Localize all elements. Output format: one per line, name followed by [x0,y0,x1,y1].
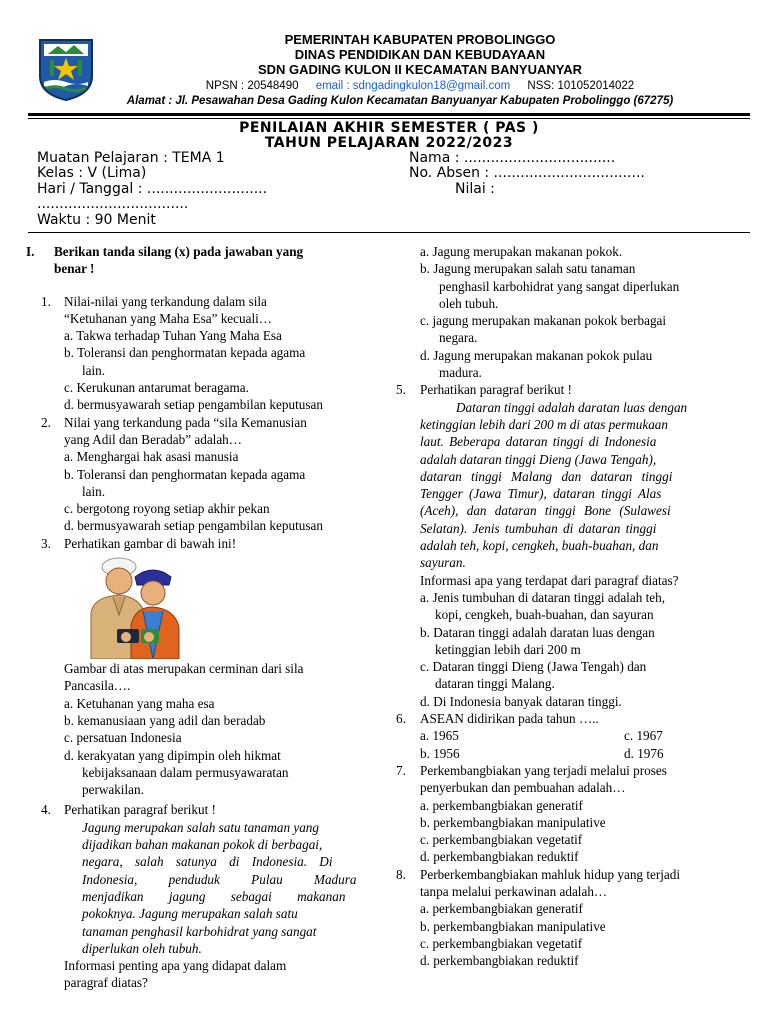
school-ids [100,80,740,92]
option-c[interactable]: c. bergotong royong setiap akhir pekan [64,501,270,517]
paragraph-jagung: Jagung merupakan salah satu tanaman yang dijadikan bahan makanan pokok di berbagai, negara, salah satunya di Indonesia. Di Indonesia, penduduk Pulau Madura menjadikan jagung sebagai makanan pokoknya. Jagung merupakan salah satu tanaman penghasil karbohidrat yang sangat diperlukan oleh tubuh. [82,819,357,956]
exam-title: PENILAIAN AKHIR SEMESTER ( PAS ) [239,120,539,136]
option-d[interactable]: d. kerakyatan yang dipimpin oleh hikmat [64,747,281,763]
left-column [26,243,386,992]
address: Alamat : Jl. Pesawahan Desa Gading Kulon Kecamatan Banyuanyar Kabupaten Probolinggo (67275) [126,95,674,107]
option-d[interactable]: d. bermusyawarah setiap pengambilan keputusan [64,397,323,413]
option-a[interactable]: a. Takwa terhadap Tuhan Yang Maha Esa [64,328,282,344]
option-c[interactable]: c. perkembangbiakan vegetatif [420,832,583,848]
option-b[interactable]: b. Dataran tinggi adalah daratan luas dengan [420,624,655,640]
question-6: 6. ASEAN didirikan pada tahun ….. a. 1965 c. 1967 b. 1956 d. 1976 [396,711,664,761]
section-heading: I. Berikan tanda silang (x) pada jawaban yang benar ! [26,244,304,277]
info-absen: No. Absen : .................................. [409,165,645,181]
right-column [396,243,742,969]
two-men-illustration [79,555,386,659]
info-hari: Hari / Tanggal : ........................... [37,181,268,197]
option-a[interactable]: a. Ketuhanan yang maha esa [64,695,215,711]
option-c[interactable]: c. Dataran tinggi Dieng (Jawa Tengah) dan [420,659,647,675]
info-muatan: Muatan Pelajaran : TEMA 1 [37,150,225,166]
option-d[interactable]: d. bermusyawarah setiap pengambilan keputusan [64,518,323,534]
question-5: 5. Perhatikan paragraf berikut ! Dataran tinggi adalah daratan luas dengan ketinggian lebih dari 200 m di atas permukaan laut. Beberapa dataran tinggi di Indonesia adalah dataran tinggi Dieng (Jawa Tengah), dataran tinggi Malang dan dataran tinggi Tengger (Jawa Timur), dataran tinggi Alas (Aceh), dan dataran tinggi Bone (Sulawesi Selatan). Jenis tumbuhan di dataran tinggi adalah teh, kopi, cengkeh, buah-buahan, dan sayuran. Informasi apa yang terdapat dari paragraf diatas? a. Jenis tumbuhan di dataran tinggi adalah teh, kopi, cengkeh, buah-buahan, dan sayuran b. Dataran tinggi adalah daratan luas dengan ketinggian lebih dari 200 m c. Dataran tinggi Dieng (Jawa Tengah) dan dataran tinggi Malang. d. Di Indonesia banyak dataran tinggi. [396,381,742,710]
header-line-3: SDN GADING KULON II KECAMATAN BANYUANYAR [257,62,583,77]
option-a[interactable]: a. Jenis tumbuhan di dataran tinggi adalah teh, [420,589,665,605]
option-c[interactable]: c. 1967 [624,728,663,744]
option-a[interactable]: a. Menghargai hak asasi manusia [64,449,239,465]
option-b[interactable]: b. Toleransi dan penghormatan kepada agama [64,345,306,361]
exam-year: TAHUN PELAJARAN 2022/2023 [264,135,514,151]
header-rule [28,113,750,116]
info-nama: Nama : .................................. [409,150,616,166]
option-c[interactable]: c. Kerukunan antarumat beragama. [64,380,249,396]
option-c[interactable]: c. jagung merupakan makanan pokok berbagai [420,313,667,329]
option-a[interactable]: a. perkembangbiakan generatif [420,797,583,813]
paragraph-dataran-tinggi: Dataran tinggi adalah daratan luas dengan ketinggian lebih dari 200 m di atas permukaan laut. Beberapa dataran tinggi di Indonesia adalah dataran tinggi Dieng (Jawa Tengah), dataran tinggi Malang dan dataran tinggi Tengger (Jawa Timur), dataran tinggi Alas (Aceh), dan dataran tinggi Bone (Sulawesi Selatan). Jenis tumbuhan di dataran tinggi adalah teh, kopi, cengkeh, buah-buahan, dan sayuran. [420,399,688,571]
info-nilai: Nilai : [455,181,495,197]
option-b[interactable]: b. perkembangbiakan manipulative [420,918,606,934]
option-d[interactable]: d. Di Indonesia banyak dataran tinggi. [420,693,622,709]
option-d[interactable]: d. perkembangbiakan reduktif [420,953,579,969]
option-b[interactable]: b. Jagung merupakan salah satu tanaman [420,261,636,277]
option-a[interactable]: a. 1965 [420,728,459,744]
nss: NSS: 101052014022 [527,80,635,92]
header-line-2: DINAS PENDIDIKAN DAN KEBUDAYAAN [294,47,546,62]
question-1: 1. Nilai-nilai yang terkandung dalam sila “Ketuhanan yang Maha Esa” kecuali… a. Takwa terhadap Tuhan Yang Maha Esa b. Toleransi dan penghormatan kepada agama lain. c. Kerukunan antarumat beragama. d. bermusyawarah setiap pengambilan keputusan [26,293,386,414]
question-2: 2. Nilai yang terkandung pada “sila Kemanusian yang Adil dan Beradab” adalah… a. Menghargai hak asasi manusia b. Toleransi dan penghormatan kepada agama lain. c. bergotong royong setiap akhir pekan d. bermusyawarah setiap pengambilan keputusan [26,414,386,535]
regency-emblem-icon [36,36,96,102]
header-rule-thin [28,118,750,119]
header-line-1: PEMERINTAH KABUPATEN PROBOLINGGO [284,32,556,47]
question-3: 3. Perhatikan gambar di bawah ini! Gambar di atas merupakan cerminan dari sila Pancasila…. a. Ketuhanan yang maha esa b. kemanusiaan yang adil dan beradab c. persatuan Indonesia d. kerakyatan yang dipimpin oleh hikmat kebijaksanaan dalam permusyawaratan perwakilan. [26,535,386,799]
question-4: 4. Perhatikan paragraf berikut ! Jagung merupakan salah satu tanaman yang dijadikan bahan makanan pokok di berbagai, negara, salah satunya di Indonesia. Di Indonesia, penduduk Pulau Madura menjadikan jagung sebagai makanan pokoknya. Jagung merupakan salah satu tanaman penghasil karbohidrat yang sangat diperlukan oleh tubuh. Informasi penting apa yang didapat dalam paragraf diatas? [26,801,386,991]
option-a[interactable]: a. Jagung merupakan makanan pokok. [420,244,623,259]
question-4-options: a. Jagung merupakan makanan pokok. b. Jagung merupakan salah satu tanaman penghasil karbohidrat yang sangat diperlukan oleh tubuh. c. jagung merupakan makanan pokok berbagai negara. d. Jagung merupakan makanan pokok pulau madura. [396,243,742,381]
option-b[interactable]: b. kemanusiaan yang adil dan beradab [64,712,266,728]
info-rule [28,232,750,233]
option-d[interactable]: d. 1976 [624,745,664,761]
question-8: 8. Perberkembangbiakan mahluk hidup yang terjadi tanpa melalui perkawinan adalah… a. perkembangbiakan generatif b. perkembangbiakan manipulative c. perkembangbiakan vegetatif d. perkembangbiakan reduktif [396,866,742,970]
info-waktu: Waktu : 90 Menit [37,212,156,228]
info-dots: .................................. [37,196,189,212]
option-b[interactable]: b. Toleransi dan penghormatan kepada agama [64,466,306,482]
option-d[interactable]: d. Jagung merupakan makanan pokok pulau [420,347,653,363]
option-d[interactable]: d. perkembangbiakan reduktif [420,849,579,865]
info-kelas: Kelas : V (Lima) [37,165,147,181]
option-b[interactable]: b. perkembangbiakan manipulative [420,814,606,830]
question-7: 7. Perkembangbiakan yang terjadi melalui proses penyerbukan dan pembuahan adalah… a. perkembangbiakan generatif b. perkembangbiakan manipulative c. perkembangbiakan vegetatif d. perkembangbiakan reduktif [396,762,742,866]
option-c[interactable]: c. perkembangbiakan vegetatif [420,935,583,951]
option-a[interactable]: a. perkembangbiakan generatif [420,901,583,917]
email-link[interactable]: email : sdngadingkulon18@gmail.com [315,80,511,92]
option-c[interactable]: c. persatuan Indonesia [64,730,182,746]
option-b[interactable]: b. 1956 [420,745,460,761]
npsn: NPSN : 20548490 [205,80,299,92]
